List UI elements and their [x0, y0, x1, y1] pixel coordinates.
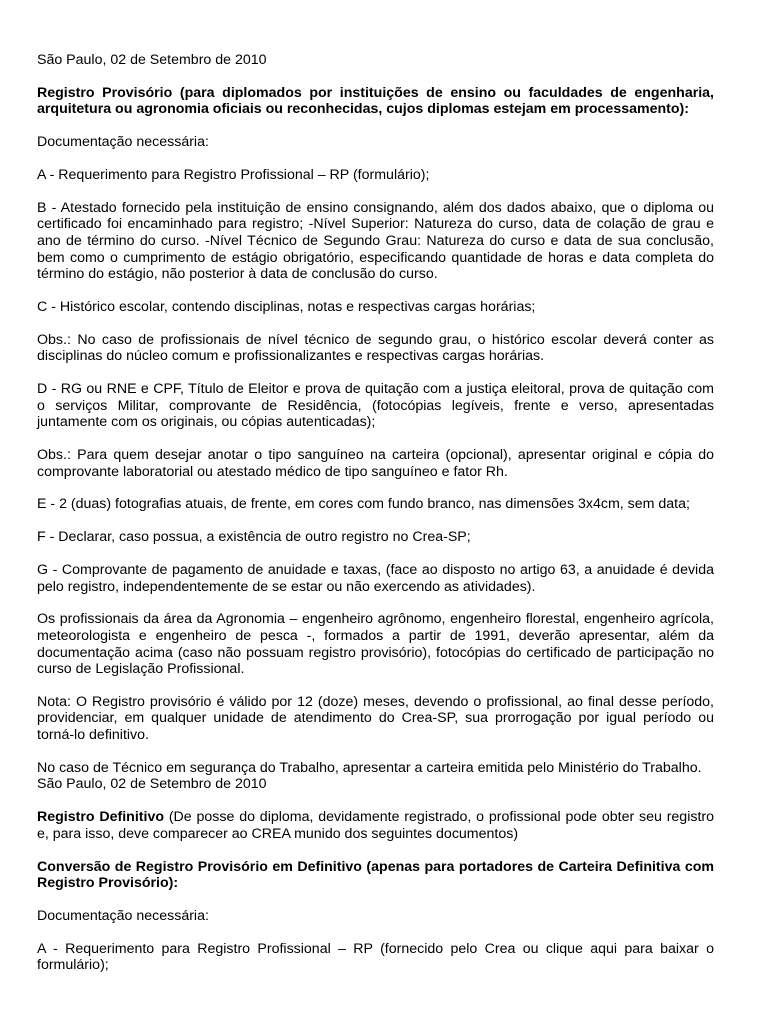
paragraph-tecnico-seguranca: No caso de Técnico em segurança do Trabalho, apresentar a carteira emitida pelo Ministério do Trabalho. [37, 759, 702, 776]
document-date: São Paulo, 02 de Setembro de 2010 [37, 52, 267, 68]
documentacao-necessaria-label-2: Documentação necessária: [37, 907, 209, 924]
heading-registro-provisorio: Registro Provisório (para diplomados por instituições de ensino ou faculdades de engenharia, arquitetura ou agronomia oficiais ou reconhecidas, cujos diplomas estejam em processamento): [37, 84, 714, 118]
documentacao-necessaria-label: Documentação necessária: [37, 134, 209, 151]
item-f-declarar: F - Declarar, caso possua, a existência de outro registro no Crea-SP; [37, 529, 471, 546]
registro-definitivo-text: (De posse do diploma, devidamente registrado, o profissional pode obter seu registro e, para isso, deve comparecer ao CREA munido dos seguintes documentos) [37, 809, 715, 842]
item-c-historico: C - Histórico escolar, contendo disciplinas, notas e respectivas cargas horárias; [37, 298, 536, 315]
item-d-documentos: D - RG ou RNE e CPF, Título de Eleitor e prova de quitação com a justiça eleitoral, prova de quitação com o serviços Militar, comprovante de Residência, (fotocópias legíveis, frente e verso, apresentadas juntamente com os originais, ou cópias autenticadas); [37, 381, 714, 431]
obs-historico: Obs.: No caso de profissionais de nível técnico de segundo grau, o histórico escolar deverá conter as disciplinas do núcleo comum e profissionalizantes e respectivas cargas horárias. [37, 331, 714, 365]
nota-validade: Nota: O Registro provisório é válido por 12 (doze) meses, devendo o profissional, ao final desse período, providenciar, em qualquer unidade de atendimento do Crea-SP, sua prorrogação por igual período ou torná-lo definitivo. [37, 693, 714, 744]
item-e-fotografias: E - 2 (duas) fotografias atuais, de frente, em cores com fundo branco, nas dimensões 3x4cm, sem data; [37, 496, 690, 513]
document-page [37, 52, 714, 990]
item-b-atestado: B - Atestado fornecido pela instituição de ensino consignando, além dos dados abaixo, que o diploma ou certificado foi encaminhado para registro; -Nível Superior: Natureza do curso, data de colação de grau e ano de término do curso. -Nível Técnico de Segundo Grau: Natureza do curso e data de sua conclusão, bem como o cumprimento de estágio obrigatório, especificando quantidade de horas e data completa do término do estágio, não posterior à data de conclusão do curso. [37, 199, 714, 283]
paragraph-registro-definitivo [37, 809, 714, 842]
document-date-2: São Paulo, 02 de Setembro de 2010 [37, 776, 267, 793]
registro-definitivo-label: Registro Definitivo [37, 809, 165, 826]
item-a-requerimento: A - Requerimento para Registro Profissional – RP (formulário); [37, 166, 430, 183]
obs-tipo-sanguineo: Obs.: Para quem desejar anotar o tipo sanguíneo na carteira (opcional), apresentar original e cópia do comprovante laboratorial ou atestado médico de tipo sanguíneo e fator Rh. [37, 447, 714, 480]
item-g-comprovante: G - Comprovante de pagamento de anuidade e taxas, (face ao disposto no artigo 63, a anuidade é devida pelo registro, independentemente de se estar ou não exercendo as atividades). [37, 561, 714, 595]
heading-conversao: Conversão de Registro Provisório em Definitivo (apenas para portadores de Carteira Definitiva com Registro Provisório): [37, 858, 714, 892]
item-a-requerimento-2: A - Requerimento para Registro Profissional – RP (fornecido pelo Crea ou clique aqui para baixar o formulário); [37, 940, 714, 974]
paragraph-agronomia: Os profissionais da área da Agronomia – engenheiro agrônomo, engenheiro florestal, engenheiro agrícola, meteorologista e engenheiro de pesca -, formados a partir de 1991, deverão apresentar, além da documentação acima (caso não possuam registro provisório), fotocópias do certificado de participação no curso de Legislação Profissional. [37, 611, 714, 678]
